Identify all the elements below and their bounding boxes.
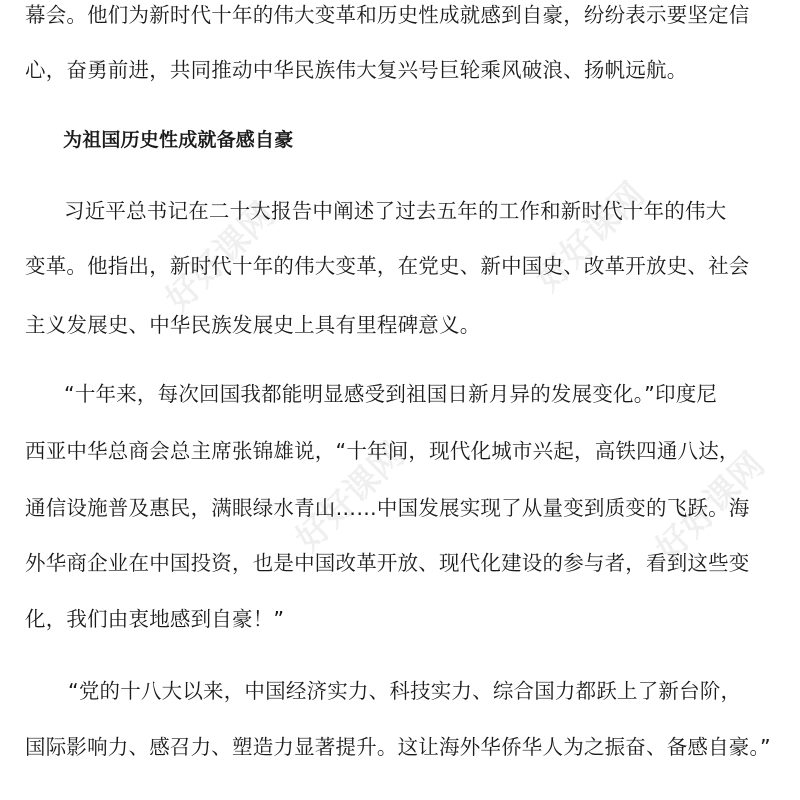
paragraph-line: 主义发展史、中华民族发展史上具有里程碑意义。 [25,313,481,337]
section-heading: 为祖国历史性成就备感自豪 [63,129,294,151]
watermark: 好好课网 [158,194,283,320]
paragraph-line: 西亚中华总商会总主席张锦雄说，“十年间，现代化城市兴起，高铁四通八达， [25,439,740,463]
paragraph-line: 国际影响力、感召力、塑造力显著提升。这让海外华侨华人为之振奋、备感自豪。” [25,735,771,759]
paragraph-line: “十年来，每次回国我都能明显感受到祖国日新月异的发展变化。”印度尼 [64,382,718,406]
paragraph-line: 变革。他指出，新时代十年的伟大变革，在党史、新中国史、改革开放史、社会 [25,254,750,278]
watermark: 好好课网 [648,444,773,570]
paragraph-line: “党的十八大以来，中国经济实力、科技实力、综合国力都跃上了新台阶， [68,679,742,703]
paragraph-line: 幕会。他们为新时代十年的伟大变革和历史性成就感到自豪，纷纷表示要坚定信 [25,3,750,27]
paragraph-line: 心，奋勇前进，共同推动中华民族伟大复兴号巨轮乘风破浪、扬帆远航。 [25,58,688,82]
paragraph-line: 习近平总书记在二十大报告中阐述了过去五年的工作和新时代十年的伟大 [64,199,727,223]
paragraph-line: 化，我们由衷地感到自豪！” [25,607,285,631]
watermark: 好好课网 [528,174,653,300]
watermark: 好好课网 [288,434,413,560]
paragraph-line: 通信设施普及惠民，满眼绿水青山……中国发展实现了从量变到质变的飞跃。海 [25,496,750,520]
paragraph-line: 外华商企业在中国投资，也是中国改革开放、现代化建设的参与者，看到这些变 [25,551,750,575]
